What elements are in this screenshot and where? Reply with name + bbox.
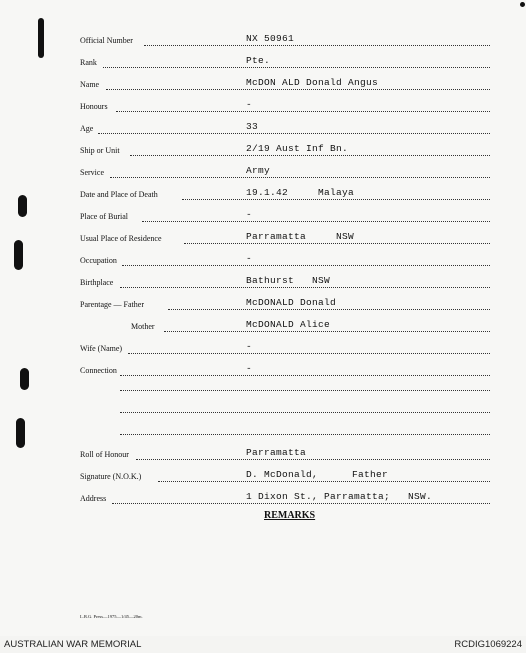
field-wife-name [0,342,526,358]
dotted-line [112,503,490,504]
field-value: 33 [246,121,259,132]
field-label: Occupation [80,256,117,265]
dotted-line [120,434,490,435]
field-value: D. McDonald, Father [246,469,389,480]
dotted-line [122,265,490,266]
dotted-line [158,481,490,482]
field-value: McDON ALD Donald Angus [246,77,379,88]
field-date-place-of-death [0,188,526,204]
field-value: - [246,363,253,374]
field-value: Parramatta [246,447,307,458]
dotted-line [116,111,490,112]
field-birthplace [0,276,526,292]
field-label: Connection [80,366,117,375]
field-value-extra: Malaya [318,187,355,198]
archive-name: AUSTRALIAN WAR MEMORIAL [4,639,142,650]
field-usual-place-of-residence [0,232,526,248]
field-value: Pte. [246,55,271,66]
field-label: Wife (Name) [80,344,123,353]
field-label: Rank [80,58,97,67]
field-value: - [246,99,253,110]
dotted-line [168,309,490,310]
field-value: - [246,341,253,352]
field-official-number [0,34,526,50]
field-label: Birthplace [80,278,114,287]
field-service [0,166,526,182]
field-ship-or-unit [0,144,526,160]
field-value-extra: NSW [312,275,331,286]
field-value: 19.1.42 Malaya [246,187,355,198]
field-value: Bathurst NSW [246,275,331,286]
field-honours [0,100,526,116]
dotted-line [128,353,490,354]
field-label: Address [80,494,107,503]
field-value-extra: NSW. [408,491,433,502]
field-label: Roll of Honour [80,450,129,459]
field-label: Date and Place of Death [80,190,158,199]
field-name [0,78,526,94]
field-connection [0,364,526,380]
field-label: Place of Burial [80,212,128,221]
dotted-line [130,155,490,156]
field-label: Honours [80,102,108,111]
field-label: Official Number [80,36,133,45]
field-value: 2/19 Aust Inf Bn. [246,143,349,154]
field-label: Signature (N.O.K.) [80,472,142,481]
archive-footer [0,636,526,653]
field-value: McDONALD Donald [246,297,337,308]
printer-imprint: L.B.G. Press—1975—1/45—20m. [80,614,143,619]
field-label: Parentage — Father [80,300,144,309]
field-value: NX 50961 [246,33,295,44]
binder-hole-4 [16,418,25,448]
dotted-line [120,287,490,288]
field-label: Mother [131,322,155,331]
field-label: Service [80,168,104,177]
field-value-extra: Father [352,469,389,480]
field-value: Parramatta NSW [246,231,355,242]
dotted-line [142,221,490,222]
remarks-heading: REMARKS [264,510,316,521]
dotted-line [106,89,490,90]
dotted-line [110,177,490,178]
dotted-line [144,45,490,46]
field-value: - [246,253,253,264]
field-label: Ship or Unit [80,146,120,155]
field-label: Usual Place of Residence [80,234,162,243]
dotted-line [120,375,490,376]
field-parentage-mother [0,320,526,336]
field-value-extra: NSW [336,231,355,242]
dotted-line [98,133,490,134]
dotted-line [120,390,490,391]
field-value: 1 Dixon St., Parramatta; NSW. [246,491,433,502]
field-parentage-father [0,298,526,314]
dotted-line [184,243,490,244]
field-occupation [0,254,526,270]
field-value: - [246,209,253,220]
field-value: Army [246,165,271,176]
dotted-line [120,412,490,413]
dotted-line [182,199,490,200]
field-rank [0,56,526,72]
field-label: Name [80,80,100,89]
field-value: McDONALD Alice [246,319,331,330]
field-roll-of-honour [0,448,526,464]
field-place-of-burial [0,210,526,226]
dotted-line [103,67,490,68]
dotted-line [136,459,490,460]
scan-speck [520,2,525,7]
dotted-line [164,331,490,332]
field-signature-nok [0,470,526,486]
field-label: Age [80,124,94,133]
record-id: RCDIG1069224 [454,639,522,650]
field-address [0,492,526,508]
field-age [0,122,526,138]
